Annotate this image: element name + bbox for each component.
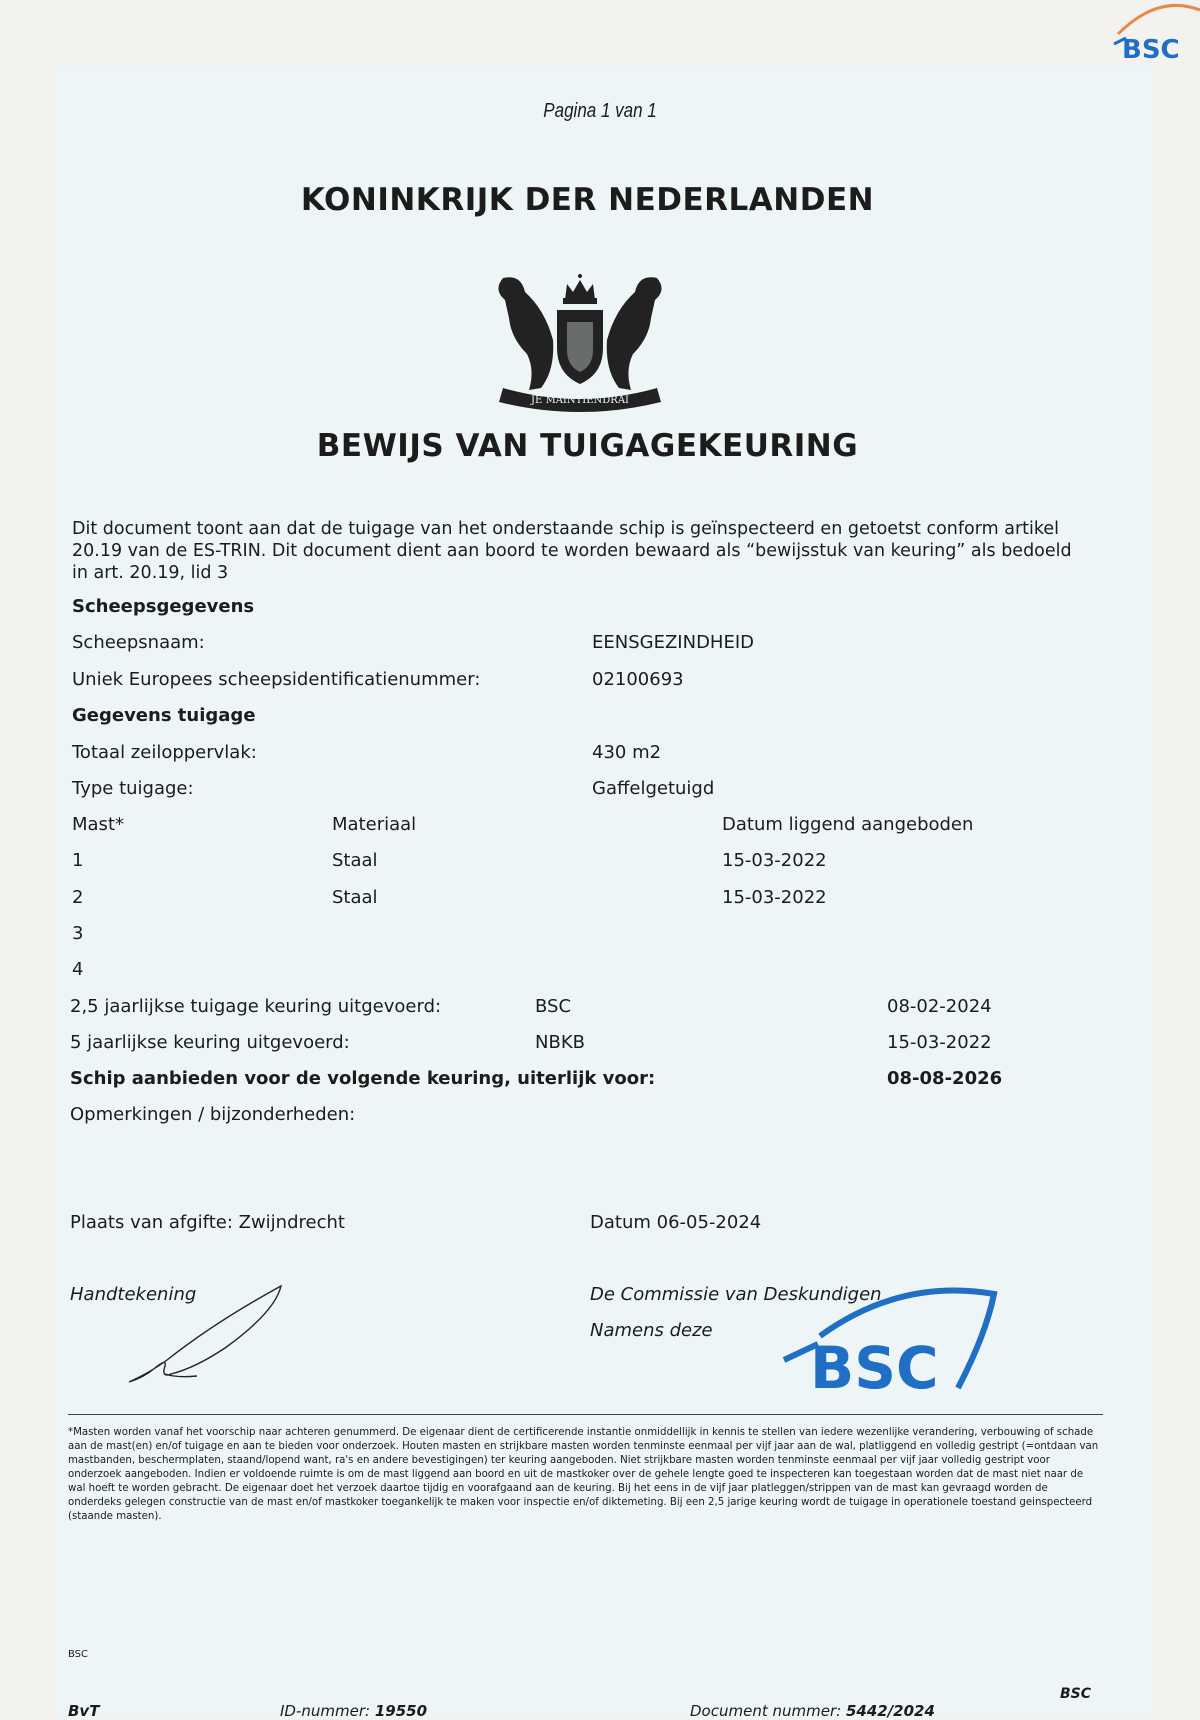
mast-row-num: 3 <box>72 923 84 944</box>
mast-col-header: Mast* <box>72 814 124 835</box>
crest-motto: JE MAINTIENDRAI <box>530 395 630 406</box>
bsc-stamp-logo-text: BSC <box>810 1334 939 1396</box>
place-of-issue: Plaats van afgifte: Zwijndrecht <box>70 1212 345 1233</box>
sail-area-value: 430 m2 <box>592 742 662 763</box>
inspection-25-date: 08-02-2024 <box>887 996 992 1017</box>
ship-heading: Scheepsgegevens <box>72 596 255 617</box>
next-inspection-date: 08-08-2026 <box>887 1068 1003 1089</box>
ship-name-value: EENSGEZINDHEID <box>592 632 754 653</box>
footer-id-value: 19550 <box>374 1702 428 1720</box>
issue-date: Datum 06-05-2024 <box>590 1212 762 1233</box>
mast-row-date: 15-03-2022 <box>722 850 827 871</box>
mast-row-num: 4 <box>72 959 84 980</box>
signature-icon <box>125 1282 295 1388</box>
bsc-stamp-logo <box>780 1284 1000 1396</box>
ship-name-label: Scheepsnaam: <box>72 632 205 653</box>
mast-row-material: Staal <box>332 887 378 908</box>
inspection-5-label: 5 jaarlijkse keuring uitgevoerd: <box>70 1032 350 1053</box>
inspection-25-label: 2,5 jaarlijkse tuigage keuring uitgevoerd: <box>70 996 442 1017</box>
page-number: Pagina 1 van 1 <box>543 100 657 122</box>
footer-bvt: BvT <box>68 1702 100 1720</box>
mast-row-date: 15-03-2022 <box>722 887 827 908</box>
inspection-5-org: NBKB <box>535 1032 585 1053</box>
mast-row-num: 1 <box>72 850 84 871</box>
footer-bsc-right: BSC <box>1060 1686 1092 1702</box>
intro-text: Dit document toont aan dat de tuigage van het onderstaande schip is geïnspecteerd en getoetst conform artikel 20.19 van de ES-TRIN. Dit document dient aan boord te worden bewaard als “bewijsstuk van keuring” als bedoeld in art. 20.19, lid 3 <box>72 519 1072 583</box>
rig-type-label: Type tuigage: <box>72 778 194 799</box>
coat-of-arms-icon <box>485 270 675 420</box>
rig-type-value: Gaffelgetuigd <box>592 778 715 799</box>
bsc-corner-logo <box>1108 0 1200 64</box>
footnote-divider <box>68 1414 1103 1415</box>
inspection-5-date: 15-03-2022 <box>887 1032 992 1053</box>
footer-doc-number <box>690 1702 935 1720</box>
footer-id <box>280 1702 427 1720</box>
inspection-25-org: BSC <box>535 996 572 1017</box>
signature-label: Handtekening <box>70 1284 197 1305</box>
rig-heading: Gegevens tuigage <box>72 705 256 726</box>
country-title: KONINKRIJK DER NEDERLANDEN <box>300 182 875 218</box>
eni-value: 02100693 <box>592 669 684 690</box>
mast-row-material: Staal <box>332 850 378 871</box>
material-col-header: Materiaal <box>332 814 417 835</box>
sail-area-label: Totaal zeiloppervlak: <box>72 742 257 763</box>
footnote-text: *Masten worden vanaf het voorschip naar achteren genummerd. De eigenaar dient de certificerende instantie onmiddellijk in kennis te stellen van iedere wezenlijke verandering, verbouwing of schade aan de mast(en) en/of tuigage en aan te bieden voor onderzoek. Houten masten en strijkbare masten worden tenminste eenmaal per vijf jaar aan de wal, platliggend en volledig gestript (=ontdaan van mastbanden, beschermplaten, staand/lopend want, ra's en andere bevestigingen) ter keuring aangeboden. Niet strijkbare masten worden tenminste eenmaal per vijf jaar volledig gestript voor onderzoek aangeboden. Indien er voldoende ruimte is om de mast liggend aan boord en uit de mastkoker over de gehele lengte goed te inspecteren kan toegestaan worden dat de mast niet naar de wal hoeft te worden gebracht. De eigenaar doet het verzoek daartoe tijdig en voorafgaand aan de keuring. Bij het eens in de vijf jaar platleggen/strippen van de mast kan gevraagd worden de onderdeks gelegen constructie van de mast en/of mastkoker toegankelijk te maken voor inspectie en/of diktemeting. Bij een 2,5 jarige keuring wordt de tuigage in operationele toestand geinspecteerd (staande masten). <box>68 1427 1099 1522</box>
date-col-header: Datum liggend aangeboden <box>722 814 974 835</box>
document-title: BEWIJS VAN TUIGAGEKEURING <box>316 428 859 464</box>
eni-label: Uniek Europees scheepsidentificatienummer: <box>72 669 481 690</box>
remarks-label: Opmerkingen / bijzonderheden: <box>70 1104 356 1125</box>
next-inspection-label: Schip aanbieden voor de volgende keuring, uiterlijk voor: <box>70 1068 656 1089</box>
footer-doc-value: 5442/2024 <box>845 1702 935 1720</box>
footer-id-label: ID-nummer: <box>280 1702 371 1720</box>
footer-bsc-small: BSC <box>68 1649 89 1660</box>
footer-doc-label: Document nummer: <box>690 1702 842 1720</box>
on-behalf-label: Namens deze <box>590 1320 713 1341</box>
mast-row-num: 2 <box>72 887 84 908</box>
bsc-corner-logo-text: BSC <box>1122 35 1180 64</box>
commission-label: De Commissie van Deskundigen <box>590 1284 882 1305</box>
